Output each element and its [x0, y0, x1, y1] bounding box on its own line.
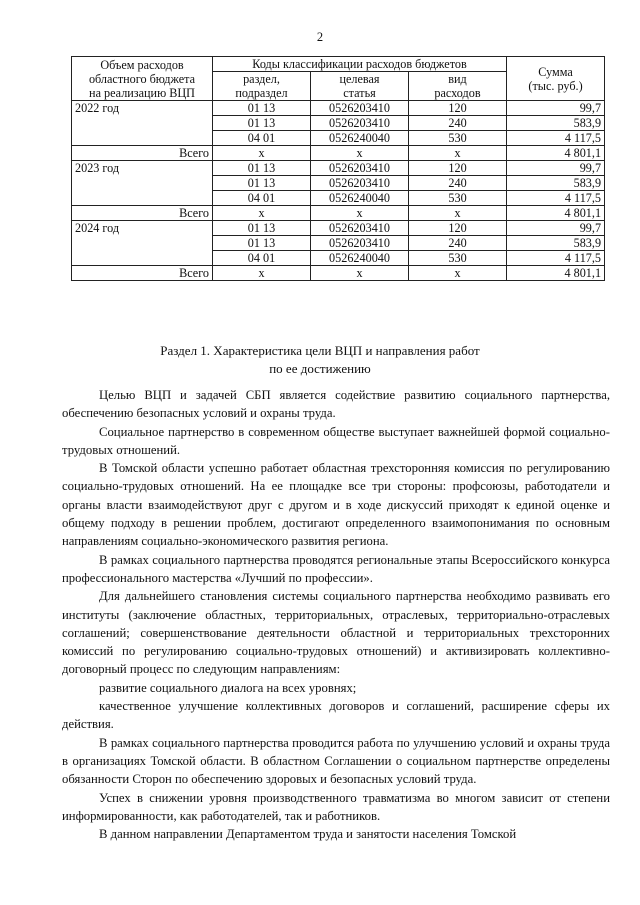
header-type: вид расходов [409, 72, 507, 101]
total-label: Всего [72, 266, 213, 281]
list-item: развитие социального диалога на всех уровнях; [99, 680, 357, 695]
header-expenses: Объем расходов областного бюджета на реализацию ВЦП [72, 57, 213, 101]
paragraph: Для дальнейшего становления системы социального партнерства необходимо развивать его институты (заключение областных, территориальных, отраслевых, территориально-отраслевых соглашений; совершенствование деятельности областной и территориальных трехсторонних комиссий по регулированию социально-трудовых отношений) и активизировать коллективно-договорный процесс по следующим направлениям: [62, 589, 610, 677]
table-row: 04 01 0526240040 530 4 117,5 [72, 191, 605, 206]
page-number: 2 [316, 30, 324, 44]
paragraph: В рамках социального партнерства проводятся региональные этапы Всероссийского конкурса профессионального мастерства «Лучший по профессии». [62, 552, 610, 585]
paragraph: В Томской области успешно работает областная трехсторонняя комиссия по регулированию социально-трудовых отношений. На ее площадке все три стороны: профсоюзы, работодатели и органы власти взаимодействуют друг с другом и в ходе дискуссий приходят к единой оценке и общему подходу в решении проблем, достигают определенного взаимопонимания по основным направлениям социально-экономического развития региона. [62, 461, 610, 549]
total-row: Всего х х х 4 801,1 [72, 146, 605, 161]
table-row: 2023 год 01 13 0526203410 120 99,7 [72, 161, 605, 176]
total-row: Всего х х х 4 801,1 [72, 206, 605, 221]
year-cell: 2024 год [72, 221, 213, 266]
table-row: 01 13 0526203410 240 583,9 [72, 236, 605, 251]
header-target: целевая статья [311, 72, 409, 101]
total-label: Всего [72, 206, 213, 221]
header-codes-group: Коды классификации расходов бюджетов [213, 57, 507, 72]
table-row: 01 13 0526203410 240 583,9 [72, 116, 605, 131]
section-title: Раздел 1. Характеристика цели ВЦП и направления работ по ее достижению [160, 343, 480, 376]
header-section: раздел, подраздел [213, 72, 311, 101]
header-sum: Сумма (тыс. руб.) [507, 57, 605, 101]
paragraph: Успех в снижении уровня производственного травматизма во многом зависит от степени информированности, как работодателей, так и работников. [62, 790, 610, 823]
paragraph: Целью ВЦП и задачей СБП является содействие развитию социального партнерства, обеспечению безопасных условий и охраны труда. [62, 388, 610, 421]
list-item: качественное улучшение коллективных договоров и соглашений, расширение сферы их действия. [62, 699, 610, 732]
table-row: 04 01 0526240040 530 4 117,5 [72, 251, 605, 266]
budget-table [71, 56, 605, 281]
year-cell: 2023 год [72, 161, 213, 206]
paragraph: В рамках социального партнерства проводится работа по улучшению условий и охраны труда в организациях Томской области. В областном Соглашении о социальном партнерстве определены обязанности Сторон по обеспечению здоровых и безопасных условий труда. [62, 735, 610, 787]
paragraph: В данном направлении Департаментом труда и занятости населения Томской [99, 827, 517, 842]
body-text [62, 386, 610, 843]
table-row: 2024 год 01 13 0526203410 120 99,7 [72, 221, 605, 236]
year-cell: 2022 год [72, 101, 213, 146]
paragraph: Социальное партнерство в современном обществе выступает важнейшей формой социально-трудовых отношений. [62, 424, 610, 457]
total-row: Всего х х х 4 801,1 [72, 266, 605, 281]
table-row: 2022 год 01 13 0526203410 120 99,7 [72, 101, 605, 116]
total-label: Всего [72, 146, 213, 161]
table-row: 04 01 0526240040 530 4 117,5 [72, 131, 605, 146]
table-row: 01 13 0526203410 240 583,9 [72, 176, 605, 191]
